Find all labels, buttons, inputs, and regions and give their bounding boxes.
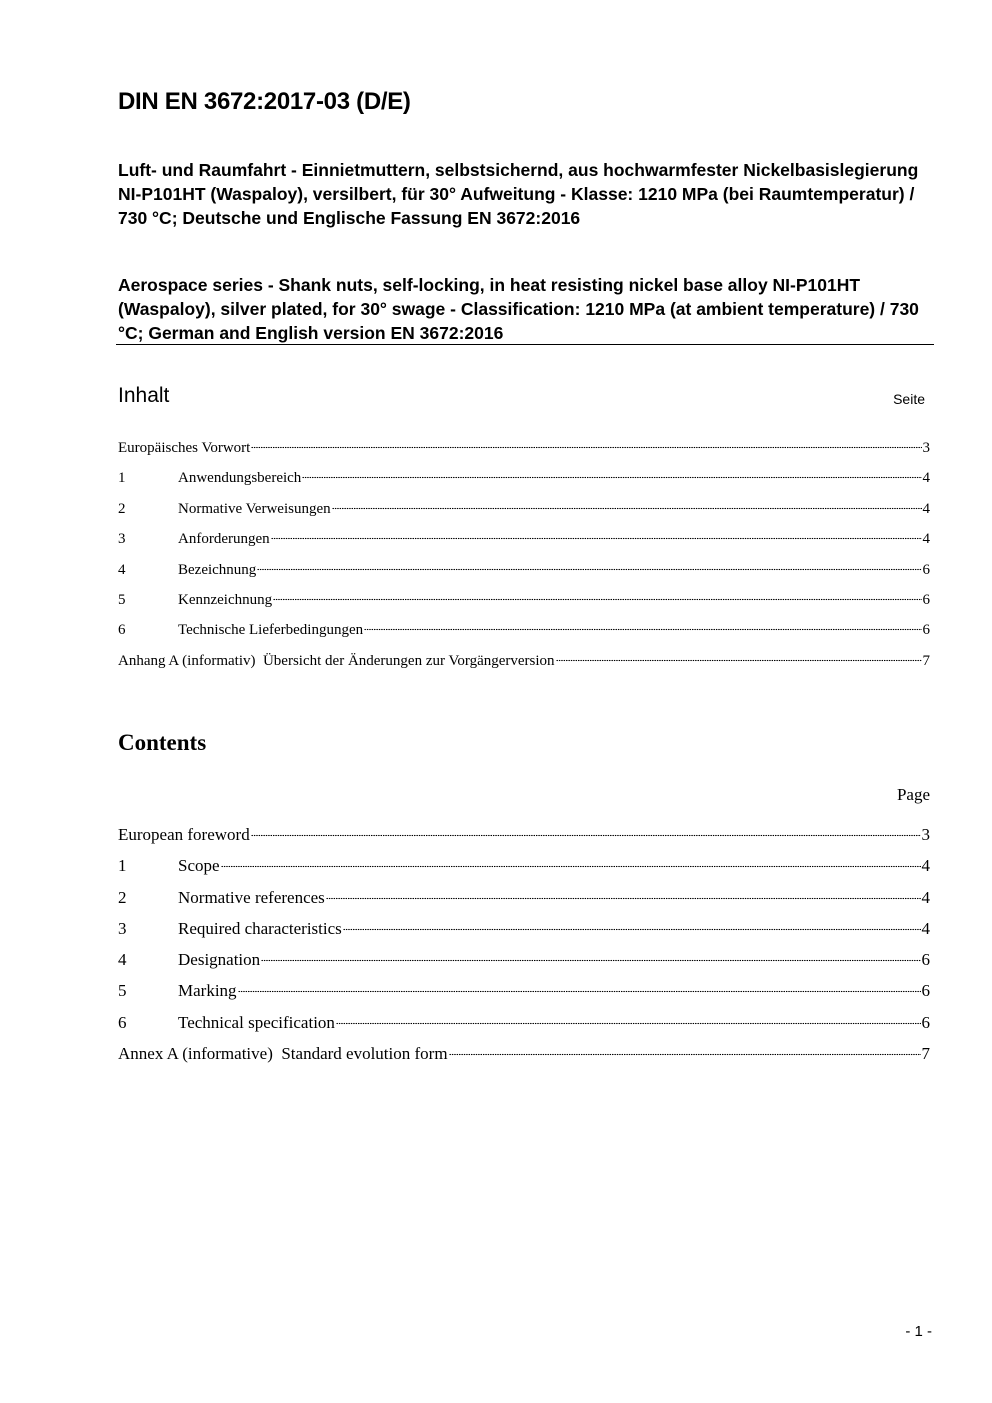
toc-entry-title: Designation xyxy=(178,950,261,970)
toc-leader-dots xyxy=(302,476,921,479)
toc-leader-dots xyxy=(449,1053,921,1056)
title-divider xyxy=(116,344,934,345)
toc-entry-title: Anwendungsbereich xyxy=(178,470,302,487)
toc-entry-title: Kennzeichnung xyxy=(178,591,273,608)
toc-entry[interactable] xyxy=(118,653,930,683)
toc-entry-number: 4 xyxy=(118,950,127,970)
toc-leader-dots xyxy=(251,834,921,837)
toc-entry-page: 7 xyxy=(922,652,930,669)
toc-entry-page: 4 xyxy=(921,887,930,907)
toc-entry-title: Required characteristics xyxy=(178,918,342,938)
toc-leader-dots xyxy=(261,959,920,962)
toc-entry-page: 4 xyxy=(922,470,930,487)
toc-entry[interactable] xyxy=(118,622,930,652)
toc-leader-dots xyxy=(251,446,921,449)
toc-entry-number: 2 xyxy=(118,887,127,907)
toc-entry-page: 6 xyxy=(922,561,930,578)
toc-entry-page: 4 xyxy=(921,856,930,876)
toc-entry[interactable] xyxy=(118,950,930,981)
toc-heading-english: Contents xyxy=(118,730,207,755)
toc-entry-number: 6 xyxy=(118,1012,127,1032)
toc-leader-dots xyxy=(343,928,921,931)
toc-entry-title: Anforderungen xyxy=(178,531,270,548)
toc-list-german xyxy=(118,440,930,683)
toc-leader-dots xyxy=(238,990,921,993)
toc-entry-page: 6 xyxy=(921,1012,930,1032)
toc-entry-number: 5 xyxy=(118,981,127,1001)
toc-entry-number: 1 xyxy=(118,856,127,876)
toc-entry[interactable] xyxy=(118,981,930,1012)
toc-entry[interactable] xyxy=(118,1044,930,1075)
toc-entry-title: Technische Lieferbedingungen xyxy=(178,622,364,639)
toc-entry-page: 3 xyxy=(922,440,930,456)
toc-page-label-german: Seite xyxy=(893,391,925,407)
toc-entry[interactable] xyxy=(118,470,930,500)
toc-entry-number: 3 xyxy=(118,918,127,938)
toc-entry[interactable] xyxy=(118,888,930,919)
toc-entry[interactable] xyxy=(118,562,930,592)
footer-page-number: - 1 - xyxy=(905,1323,932,1340)
toc-leader-dots xyxy=(257,568,921,571)
toc-entry-title: Technical specification xyxy=(178,1012,335,1032)
toc-entry-page: 7 xyxy=(921,1044,930,1064)
toc-leader-dots xyxy=(556,659,922,662)
toc-leader-dots xyxy=(326,897,921,900)
toc-entry-page: 6 xyxy=(922,622,930,639)
toc-leader-dots xyxy=(364,628,921,631)
toc-leader-dots xyxy=(271,537,922,540)
toc-page-label-english: Page xyxy=(896,785,930,804)
toc-leader-dots xyxy=(221,865,921,868)
toc-list-english xyxy=(118,825,930,1075)
toc-entry-page: 6 xyxy=(921,950,930,970)
toc-entry-title: European foreword xyxy=(118,825,250,844)
toc-entry[interactable] xyxy=(118,1013,930,1044)
toc-entry[interactable] xyxy=(118,825,930,856)
toc-entry-title: Anhang A (informativ) Übersicht der Änderungen zur Vorgängerversion xyxy=(118,652,555,669)
toc-entry[interactable] xyxy=(118,856,930,887)
toc-entry-title: Normative references xyxy=(178,887,325,907)
toc-entry[interactable] xyxy=(118,919,930,950)
toc-entry-page: 4 xyxy=(922,500,930,517)
toc-entry[interactable] xyxy=(118,440,930,470)
toc-entry-title: Scope xyxy=(178,856,220,876)
toc-entry-title: Marking xyxy=(178,981,237,1001)
toc-entry-number: 6 xyxy=(118,622,126,639)
toc-entry-page: 4 xyxy=(921,918,930,938)
toc-entry-title: Bezeichnung xyxy=(178,561,257,578)
toc-entry-title: Normative Verweisungen xyxy=(178,500,331,517)
toc-entry[interactable] xyxy=(118,501,930,531)
toc-entry-number: 5 xyxy=(118,591,126,608)
toc-leader-dots xyxy=(336,1022,921,1025)
toc-leader-dots xyxy=(332,507,922,510)
toc-entry-page: 4 xyxy=(922,531,930,548)
document-id: DIN EN 3672:2017-03 (D/E) xyxy=(118,88,411,115)
toc-entry-number: 2 xyxy=(118,500,126,517)
toc-entry-title: Europäisches Vorwort xyxy=(118,440,251,456)
toc-entry-number: 4 xyxy=(118,561,126,578)
document-title-german: Luft- und Raumfahrt - Einnietmuttern, selbstsichernd, aus hochwarmfester Nickelbasislegierung NI-P101HT (Waspaloy), versilbert, für 30° Aufweitung - Klasse: 1210 MPa (bei Raumtemperatur) / 730 °C; Deutsche und Englische Fassung EN 3672:2016 xyxy=(118,160,919,228)
toc-entry[interactable] xyxy=(118,592,930,622)
toc-entry-number: 3 xyxy=(118,531,126,548)
toc-entry[interactable] xyxy=(118,531,930,561)
toc-entry-title: Annex A (informative) Standard evolution form xyxy=(118,1044,448,1064)
toc-heading-german: Inhalt xyxy=(118,384,170,407)
toc-entry-page: 6 xyxy=(922,591,930,608)
toc-entry-page: 6 xyxy=(921,981,930,1001)
toc-entry-number: 1 xyxy=(118,470,126,487)
document-title-english: Aerospace series - Shank nuts, self-locking, in heat resisting nickel base alloy NI-P101HT (Waspaloy), silver plated, for 30° swage - Classification: 1210 MPa (at ambient temperature) / 730 °C; German and English version EN 3672:2016 xyxy=(118,275,919,343)
toc-entry-page: 3 xyxy=(921,825,930,844)
toc-leader-dots xyxy=(273,598,921,601)
